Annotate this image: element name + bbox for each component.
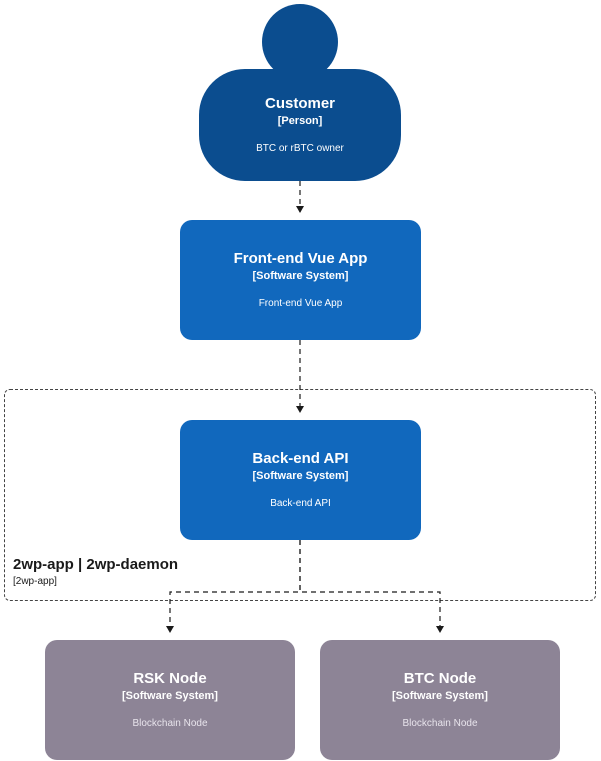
node-stereotype: [Software System] bbox=[392, 690, 488, 702]
boundary-subtitle: [2wp-app] bbox=[13, 576, 57, 587]
node-title: Front-end Vue App bbox=[233, 250, 368, 267]
node-description: Back-end API bbox=[270, 498, 331, 509]
system-boundary-label bbox=[13, 556, 178, 588]
node-btc-node[interactable] bbox=[320, 640, 560, 760]
node-back-end-api[interactable] bbox=[180, 420, 421, 540]
node-stereotype: [Software System] bbox=[122, 690, 218, 702]
node-description: Blockchain Node bbox=[132, 718, 208, 729]
node-title: Customer bbox=[264, 95, 335, 112]
node-description: BTC or rBTC owner bbox=[256, 143, 344, 154]
node-stereotype: [Person] bbox=[277, 115, 323, 127]
node-title: RSK Node bbox=[133, 670, 207, 687]
node-description: Blockchain Node bbox=[402, 718, 478, 729]
boundary-title: 2wp-app | 2wp-daemon bbox=[13, 556, 179, 573]
node-description: Front-end Vue App bbox=[258, 298, 343, 309]
node-title: Back-end API bbox=[252, 450, 349, 467]
node-stereotype: [Software System] bbox=[252, 270, 349, 282]
node-title: BTC Node bbox=[403, 670, 477, 687]
node-customer[interactable] bbox=[199, 69, 401, 181]
node-rsk-node[interactable] bbox=[45, 640, 295, 760]
node-front-end-vue-app[interactable] bbox=[180, 220, 421, 340]
node-stereotype: [Software System] bbox=[252, 470, 349, 482]
